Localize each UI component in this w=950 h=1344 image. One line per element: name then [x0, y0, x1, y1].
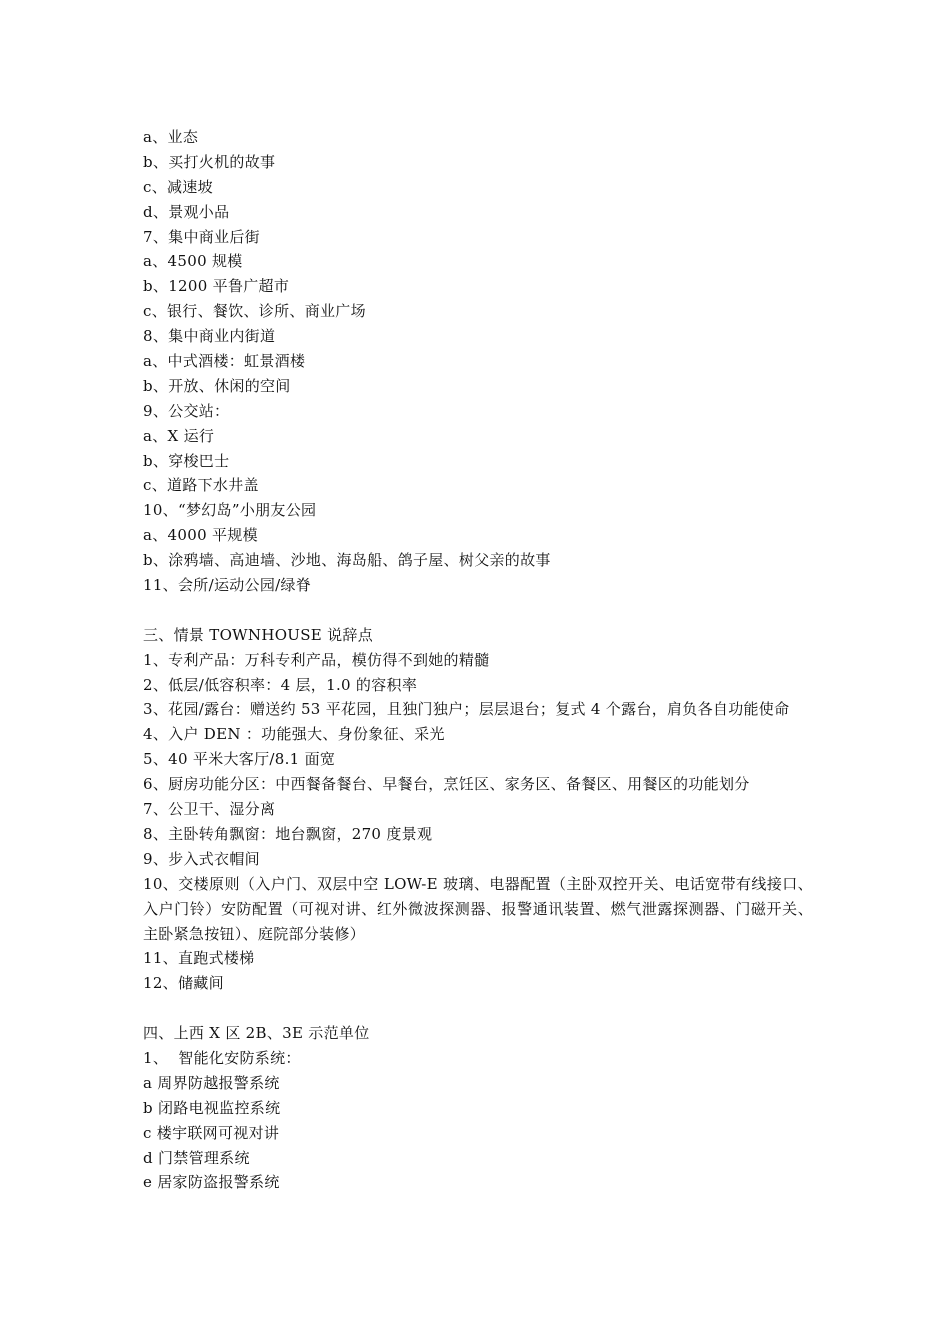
- list-item: c 楼宇联网可视对讲: [143, 1123, 280, 1142]
- document-page: [143, 125, 813, 1195]
- list-item: a、X 运行: [143, 426, 215, 445]
- list-item: 5、40 平米大客厅/8.1 面宽: [143, 750, 336, 769]
- list-item: 12、储藏间: [143, 974, 224, 993]
- list-item: 8、集中商业内街道: [143, 327, 276, 346]
- list-item: 8、主卧转角飘窗：地台飘窗，270 度景观: [143, 824, 433, 843]
- list-item: a、业态: [143, 128, 199, 146]
- list-item: 2、低层/低容积率：4 层，1.0 的容积率: [143, 675, 418, 694]
- list-item: a 周界防越报警系统: [143, 1073, 280, 1092]
- list-item: 10、“梦幻岛”小朋友公园: [143, 501, 317, 520]
- paragraph-gap: [143, 598, 813, 623]
- list-item: b、1200 平鲁广超市: [143, 277, 290, 296]
- list-item: 9、公交站：: [143, 401, 230, 420]
- list-item: 4、入户 DEN ：功能强大、身份象征、采光: [143, 725, 445, 744]
- list-item: b 闭路电视监控系统: [143, 1098, 281, 1117]
- list-item: a、4500 规模: [143, 252, 243, 271]
- list-item: b、买打火机的故事: [143, 152, 276, 171]
- list-item: b、穿梭巴士: [143, 451, 230, 470]
- list-item: 7、公卫干、湿分离: [143, 800, 276, 819]
- paragraph-gap: [143, 996, 813, 1021]
- list-item: 7、集中商业后街: [143, 227, 260, 246]
- list-item: b、开放、休闲的空间: [143, 376, 291, 395]
- list-item: 1、专利产品：万科专利产品，模仿得不到她的精髓: [143, 650, 490, 669]
- list-item: 6、厨房功能分区：中西餐备餐台、早餐台，烹饪区、家务区、备餐区、用餐区的功能划分: [143, 775, 750, 794]
- section-showroom: [143, 1021, 813, 1195]
- list-item: 3、花园/露台：赠送约 53 平花园，且独门独户；层层退台；复式 4 个露台，肩负各自功能使命: [143, 700, 790, 719]
- section-heading: 三、情景 TOWNHOUSE 说辞点: [143, 625, 374, 644]
- list-item: c、银行、餐饮、诊所、商业广场: [143, 302, 366, 321]
- list-item: a、中式酒楼：虹景酒楼: [143, 352, 306, 371]
- section-heading: 四、上西 X 区 2B、3E 示范单位: [143, 1024, 370, 1043]
- section-list-a: [143, 125, 813, 598]
- list-item: b、涂鸦墙、高迪墙、沙地、海岛船、鸽子屋、树父亲的故事: [143, 551, 551, 570]
- list-item: c、减速坡: [143, 177, 213, 196]
- list-item: 10、交楼原则（入户门、双层中空 LOW-E 玻璃、电器配置（主卧双控开关、电话宽带有线接口、入户门铃）安防配置（可视对讲、红外微波探测器、报警通讯装置、燃气泄露探测器、门磁开关、主卧紧急按钮）、庭院部分装修）: [143, 874, 813, 943]
- list-item: c、道路下水井盖: [143, 476, 259, 495]
- list-item: 11、直跑式楼梯: [143, 949, 255, 968]
- list-item: 9、步入式衣帽间: [143, 849, 260, 868]
- list-item: e 居家防盗报警系统: [143, 1173, 280, 1192]
- list-item: d 门禁管理系统: [143, 1148, 250, 1167]
- list-item: 11、会所/运动公园/绿脊: [143, 576, 312, 595]
- list-item: 1、 智能化安防系统：: [143, 1049, 301, 1068]
- list-item: d、景观小品: [143, 202, 230, 221]
- list-item: a、4000 平规模: [143, 526, 258, 545]
- section-townhouse: [143, 623, 813, 996]
